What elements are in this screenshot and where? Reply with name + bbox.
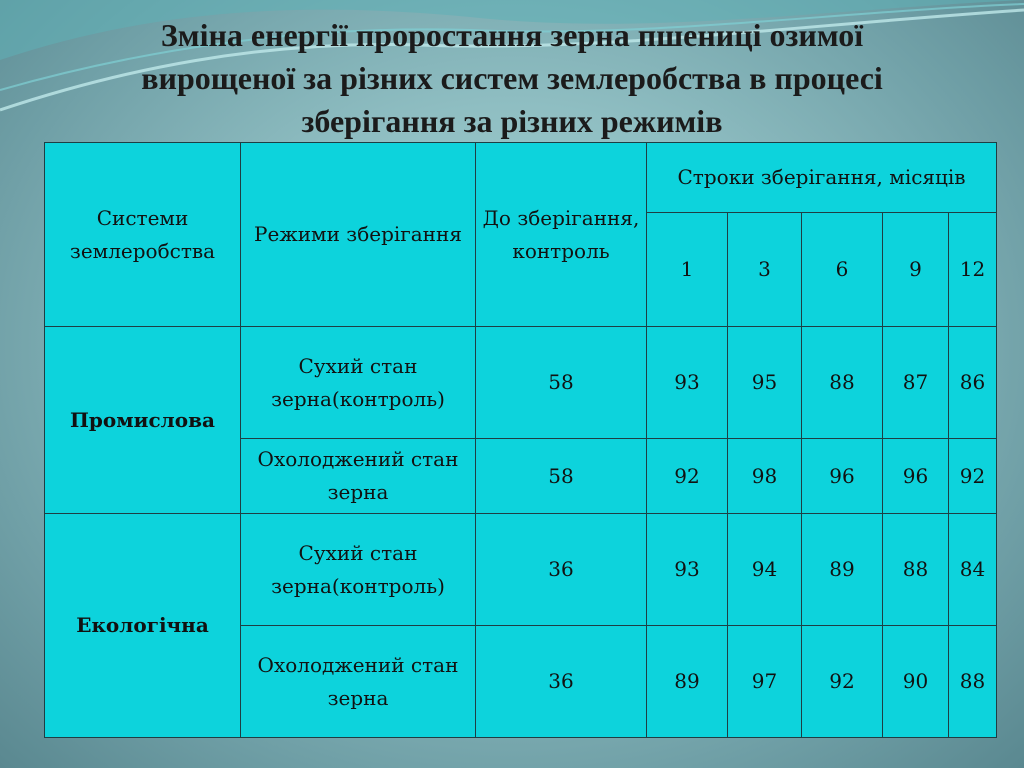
month-value-cell: 93 [647, 327, 728, 439]
header-storage-modes: Режими зберігання [241, 143, 476, 327]
header-before-storage-control: До зберігання, контроль [476, 143, 647, 327]
header-month-1: 1 [647, 213, 728, 327]
month-value-cell: 92 [647, 439, 728, 514]
title-line-3: зберігання за різних режимів [301, 103, 723, 139]
storage-mode-cell: Сухий стан зерна(контроль) [241, 514, 476, 626]
month-value-cell: 92 [949, 439, 997, 514]
table-row [45, 327, 997, 439]
month-value-cell: 87 [883, 327, 949, 439]
farming-system-cell: Промислова [45, 327, 241, 514]
storage-mode-cell: Сухий стан зерна(контроль) [241, 327, 476, 439]
month-value-cell: 90 [883, 626, 949, 738]
control-value-cell: 58 [476, 327, 647, 439]
farming-system-cell: Екологічна [45, 514, 241, 738]
header-month-12: 12 [949, 213, 997, 327]
month-value-cell: 88 [883, 514, 949, 626]
month-value-cell: 92 [802, 626, 883, 738]
header-month-6: 6 [802, 213, 883, 327]
month-value-cell: 96 [802, 439, 883, 514]
storage-mode-cell: Охолоджений стан зерна [241, 626, 476, 738]
month-value-cell: 93 [647, 514, 728, 626]
month-value-cell: 94 [728, 514, 802, 626]
control-value-cell: 36 [476, 514, 647, 626]
header-month-9: 9 [883, 213, 949, 327]
month-value-cell: 89 [647, 626, 728, 738]
month-value-cell: 98 [728, 439, 802, 514]
month-value-cell: 96 [883, 439, 949, 514]
month-value-cell: 88 [949, 626, 997, 738]
control-value-cell: 36 [476, 626, 647, 738]
storage-mode-cell: Охолоджений стан зерна [241, 439, 476, 514]
table-row [45, 514, 997, 626]
header-month-3: 3 [728, 213, 802, 327]
month-value-cell: 88 [802, 327, 883, 439]
slide-title [40, 14, 984, 143]
month-value-cell: 84 [949, 514, 997, 626]
germination-table [44, 142, 997, 738]
month-value-cell: 86 [949, 327, 997, 439]
month-value-cell: 95 [728, 327, 802, 439]
title-line-2: вирощеної за різних систем землеробства в процесі [141, 60, 883, 96]
control-value-cell: 58 [476, 439, 647, 514]
header-farming-systems: Системи землеробства [45, 143, 241, 327]
month-value-cell: 89 [802, 514, 883, 626]
month-value-cell: 97 [728, 626, 802, 738]
title-line-1: Зміна енергії проростання зерна пшениці озимої [160, 17, 864, 53]
header-storage-terms: Строки зберігання, місяців [647, 143, 997, 213]
